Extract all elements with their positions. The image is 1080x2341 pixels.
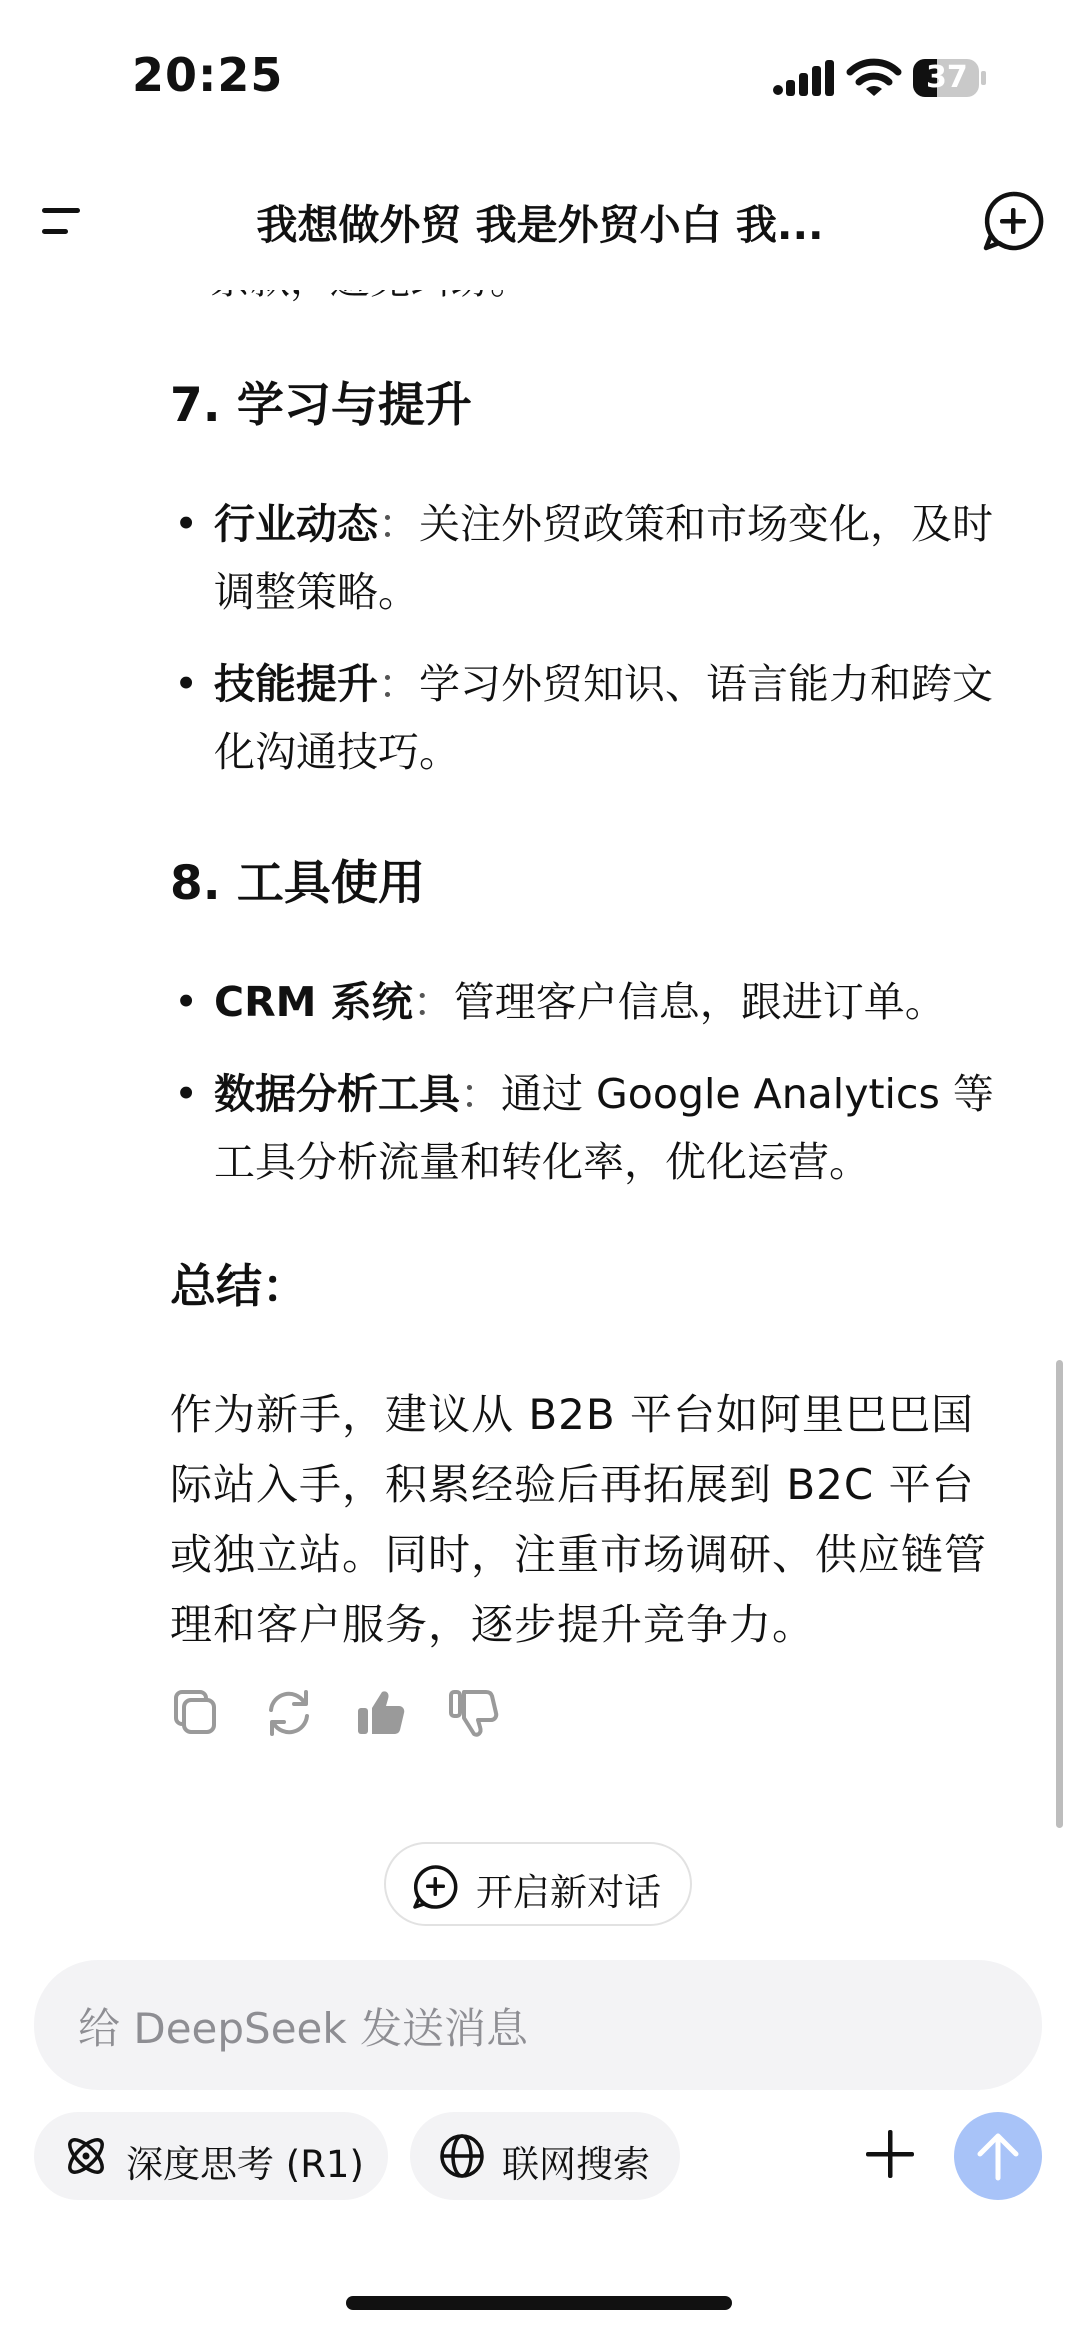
- message-input[interactable]: [34, 1960, 1042, 2090]
- list-item-text: 关注外贸政策和市场变化，及时调整策略。: [214, 500, 993, 616]
- atom-icon: [62, 2132, 110, 2180]
- new-chat-icon[interactable]: [980, 188, 1046, 254]
- list-item: [170, 650, 1010, 790]
- message-input-placeholder: 给 DeepSeek 发送消息: [78, 2004, 529, 2053]
- home-indicator: [346, 2296, 732, 2310]
- list-item: [170, 1060, 1010, 1200]
- new-chat-label: 开启新对话: [476, 1871, 661, 1914]
- list-item-term: 数据分析工具: [214, 1070, 460, 1118]
- chat-header: [0, 150, 1080, 290]
- deep-think-toggle[interactable]: [34, 2112, 388, 2200]
- copy-icon[interactable]: [170, 1686, 224, 1740]
- arrow-up-icon: [974, 2130, 1022, 2182]
- list-item-term: CRM 系统: [214, 978, 413, 1026]
- separator: ：: [460, 1070, 501, 1118]
- deep-think-label: 深度思考 (R1): [126, 2143, 364, 2186]
- list-item-text: 管理客户信息，跟进订单。: [453, 978, 946, 1026]
- menu-icon[interactable]: [36, 196, 96, 246]
- summary-paragraph: 作为新手，建议从 B2B 平台如阿里巴巴国际站入手，积累经验后再拓展到 B2C 平台或独立站。同时，注重市场调研、供应链管理和客户服务，逐步提升竞争力。: [170, 1390, 988, 1649]
- list-item-term: 行业动态: [214, 500, 378, 548]
- regenerate-icon[interactable]: [262, 1686, 316, 1740]
- separator: ：: [378, 660, 419, 708]
- list-item-text: 通过 Google Analytics 等工具分析流量和转化率，优化运营。: [214, 1070, 994, 1186]
- list-item-term: 技能提升: [214, 660, 378, 708]
- add-attachment-icon[interactable]: [862, 2126, 918, 2182]
- battery-level: 37: [926, 60, 968, 95]
- list-item: [170, 490, 1010, 630]
- conversation-title[interactable]: 我想做外贸 我是外贸小白 我...: [256, 201, 824, 249]
- bullet-dot: •: [174, 660, 199, 708]
- thumbs-up-icon[interactable]: [354, 1686, 408, 1740]
- web-search-toggle[interactable]: [410, 2112, 680, 2200]
- web-search-label: 联网搜索: [502, 2143, 650, 2186]
- section-heading: 8. 工具使用: [170, 856, 425, 911]
- globe-icon: [438, 2132, 486, 2180]
- bullet-dot: •: [174, 1070, 199, 1118]
- bullet-dot: •: [174, 500, 199, 548]
- thumbs-down-icon[interactable]: [446, 1686, 500, 1740]
- status-time: 20:25: [132, 48, 284, 102]
- send-button[interactable]: [954, 2112, 1042, 2200]
- section-heading: 7. 学习与提升: [170, 378, 472, 433]
- separator: ：: [378, 500, 419, 548]
- summary-heading: 总结：: [170, 1259, 308, 1313]
- list-item-text: 学习外贸知识、语言能力和跨文化沟通技巧。: [214, 660, 993, 776]
- bullet-dot: •: [174, 978, 199, 1026]
- list-item: [170, 968, 1010, 1038]
- separator: ：: [412, 978, 454, 1026]
